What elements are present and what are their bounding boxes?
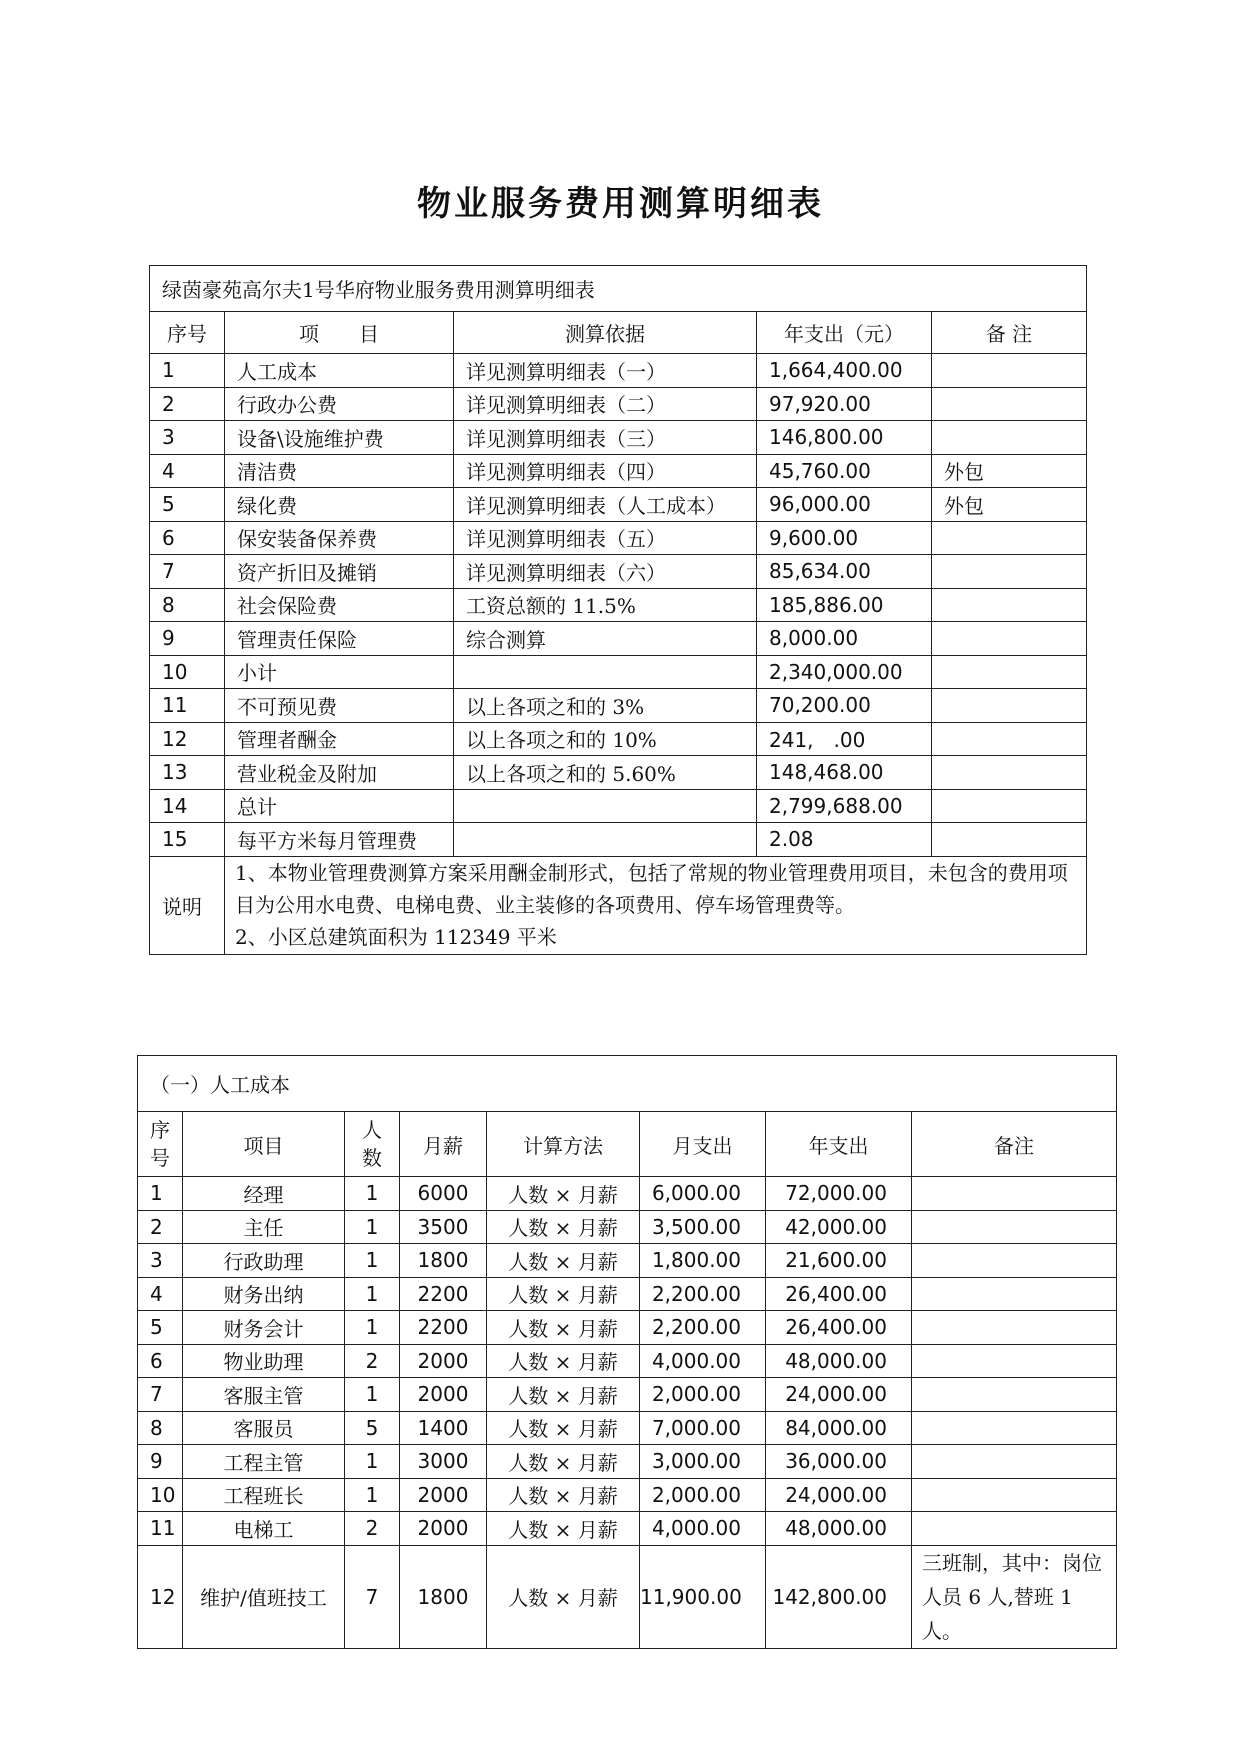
labor-header-monthly: 月支出 (640, 1112, 766, 1177)
annual-amount: 96,000.00 (757, 488, 932, 522)
summary-header-amount: 年支出（元） (757, 312, 932, 354)
row-note (912, 1311, 1117, 1345)
headcount: 1 (345, 1177, 400, 1211)
position-name: 客服员 (183, 1411, 345, 1445)
monthly-salary: 2200 (400, 1277, 487, 1311)
item-name: 营业税金及附加 (225, 756, 454, 790)
annual-cost: 84,000.00 (766, 1411, 912, 1445)
calc-basis: 综合测算 (454, 622, 757, 656)
headcount: 2 (345, 1344, 400, 1378)
annual-cost: 24,000.00 (766, 1478, 912, 1512)
summary-row (150, 622, 1087, 656)
headcount: 1 (345, 1445, 400, 1479)
row-note (932, 689, 1087, 723)
row-number: 6 (138, 1344, 183, 1378)
row-note (912, 1344, 1117, 1378)
row-note (912, 1512, 1117, 1546)
calc-basis: 以上各项之和的 5.60% (454, 756, 757, 790)
calc-method: 人数 × 月薪 (487, 1445, 640, 1479)
calc-basis: 详见测算明细表（人工成本） (454, 488, 757, 522)
annual-amount: 148,468.00 (757, 756, 932, 790)
summary-row (150, 521, 1087, 555)
summary-caption: 绿茵豪苑高尔夫1号华府物业服务费用测算明细表 (150, 266, 1087, 312)
item-name: 总计 (225, 789, 454, 823)
calc-method: 人数 × 月薪 (487, 1512, 640, 1546)
annual-amount: 2,799,688.00 (757, 789, 932, 823)
row-number: 9 (150, 622, 225, 656)
row-note (932, 555, 1087, 589)
calc-basis (454, 789, 757, 823)
item-name: 管理者酬金 (225, 722, 454, 756)
labor-row (138, 1244, 1117, 1278)
row-number: 5 (138, 1311, 183, 1345)
headcount: 1 (345, 1244, 400, 1278)
row-number: 1 (138, 1177, 183, 1211)
annual-amount: 2,340,000.00 (757, 655, 932, 689)
row-number: 2 (150, 387, 225, 421)
position-name: 物业助理 (183, 1344, 345, 1378)
monthly-cost: 2,200.00 (640, 1277, 766, 1311)
row-number: 8 (150, 588, 225, 622)
row-note (912, 1177, 1117, 1211)
summary-row (150, 588, 1087, 622)
labor-row (138, 1277, 1117, 1311)
annual-amount: 8,000.00 (757, 622, 932, 656)
summary-row (150, 689, 1087, 723)
labor-row (138, 1177, 1117, 1211)
monthly-salary: 3000 (400, 1445, 487, 1479)
calc-method: 人数 × 月薪 (487, 1210, 640, 1244)
row-note (912, 1244, 1117, 1278)
monthly-cost: 11,900.00 (640, 1545, 766, 1648)
calc-basis: 详见测算明细表（五） (454, 521, 757, 555)
summary-note-row (150, 856, 1087, 954)
headcount: 2 (345, 1512, 400, 1546)
summary-row (150, 454, 1087, 488)
summary-table (149, 265, 1087, 955)
row-note (912, 1411, 1117, 1445)
row-number: 4 (138, 1277, 183, 1311)
calc-method: 人数 × 月薪 (487, 1378, 640, 1412)
row-number: 14 (150, 789, 225, 823)
row-note (932, 789, 1087, 823)
item-name: 保安装备保养费 (225, 521, 454, 555)
note-text (225, 856, 1087, 954)
labor-row (138, 1512, 1117, 1546)
annual-amount: 9,600.00 (757, 521, 932, 555)
labor-header-method: 计算方法 (487, 1112, 640, 1177)
position-name: 工程班长 (183, 1478, 345, 1512)
calc-basis (454, 655, 757, 689)
row-number: 10 (138, 1478, 183, 1512)
annual-amount: 97,920.00 (757, 387, 932, 421)
calc-basis: 以上各项之和的 10% (454, 722, 757, 756)
labor-header-note: 备注 (912, 1112, 1117, 1177)
annual-cost: 48,000.00 (766, 1344, 912, 1378)
row-number: 11 (150, 689, 225, 723)
position-name: 维护/值班技工 (183, 1545, 345, 1648)
position-name: 财务出纳 (183, 1277, 345, 1311)
monthly-cost: 2,000.00 (640, 1378, 766, 1412)
item-name: 清洁费 (225, 454, 454, 488)
row-number: 11 (138, 1512, 183, 1546)
row-number: 15 (150, 823, 225, 857)
monthly-salary: 1800 (400, 1244, 487, 1278)
monthly-salary: 1800 (400, 1545, 487, 1648)
row-note (932, 655, 1087, 689)
row-number: 12 (150, 722, 225, 756)
monthly-cost: 2,200.00 (640, 1311, 766, 1345)
summary-header-item: 项 目 (225, 312, 454, 354)
monthly-cost: 4,000.00 (640, 1512, 766, 1546)
monthly-cost: 3,500.00 (640, 1210, 766, 1244)
calc-basis: 详见测算明细表（三） (454, 421, 757, 455)
summary-row (150, 655, 1087, 689)
annual-cost: 48,000.00 (766, 1512, 912, 1546)
labor-header-annual: 年支出 (766, 1112, 912, 1177)
row-number: 9 (138, 1445, 183, 1479)
row-note (932, 354, 1087, 388)
row-number: 5 (150, 488, 225, 522)
position-name: 行政助理 (183, 1244, 345, 1278)
annual-amount: 241, .00 (757, 722, 932, 756)
item-name: 不可预见费 (225, 689, 454, 723)
position-name: 财务会计 (183, 1311, 345, 1345)
annual-amount: 2.08 (757, 823, 932, 857)
calc-basis: 以上各项之和的 3% (454, 689, 757, 723)
labor-caption: （一）人工成本 (138, 1056, 1117, 1112)
monthly-salary: 2000 (400, 1512, 487, 1546)
annual-cost: 72,000.00 (766, 1177, 912, 1211)
item-name: 绿化费 (225, 488, 454, 522)
calc-method: 人数 × 月薪 (487, 1277, 640, 1311)
row-number: 1 (150, 354, 225, 388)
page-title: 物业服务费用测算明细表 (417, 184, 824, 224)
labor-header-item: 项目 (183, 1112, 345, 1177)
row-note (912, 1478, 1117, 1512)
item-name: 每平方米每月管理费 (225, 823, 454, 857)
row-note: 外包 (932, 488, 1087, 522)
row-note (932, 756, 1087, 790)
row-note (932, 622, 1087, 656)
monthly-cost: 7,000.00 (640, 1411, 766, 1445)
item-name: 行政办公费 (225, 387, 454, 421)
note-line-2: 2、小区总建筑面积为 112349 平米 (235, 925, 557, 949)
labor-cost-table (137, 1055, 1117, 1649)
labor-header-salary: 月薪 (400, 1112, 487, 1177)
row-number: 10 (150, 655, 225, 689)
monthly-cost: 3,000.00 (640, 1445, 766, 1479)
monthly-cost: 2,000.00 (640, 1478, 766, 1512)
headcount: 7 (345, 1545, 400, 1648)
labor-row (138, 1411, 1117, 1445)
calc-method: 人数 × 月薪 (487, 1177, 640, 1211)
annual-amount: 146,800.00 (757, 421, 932, 455)
annual-cost: 142,800.00 (766, 1545, 912, 1648)
annual-amount: 70,200.00 (757, 689, 932, 723)
item-name: 资产折旧及摊销 (225, 555, 454, 589)
annual-cost: 36,000.00 (766, 1445, 912, 1479)
calc-method: 人数 × 月薪 (487, 1545, 640, 1648)
item-name: 管理责任保险 (225, 622, 454, 656)
monthly-salary: 3500 (400, 1210, 487, 1244)
row-number: 6 (150, 521, 225, 555)
calc-basis: 详见测算明细表（二） (454, 387, 757, 421)
monthly-cost: 6,000.00 (640, 1177, 766, 1211)
annual-amount: 85,634.00 (757, 555, 932, 589)
row-note (912, 1378, 1117, 1412)
note-line-1: 1、本物业管理费测算方案采用酬金制形式，包括了常规的物业管理费用项目，未包含的费用项目为公用水电费、电梯电费、业主装修的各项费用、停车场管理费等。 (235, 861, 1068, 917)
calc-method: 人数 × 月薪 (487, 1311, 640, 1345)
row-note (932, 521, 1087, 555)
labor-row (138, 1478, 1117, 1512)
calc-method: 人数 × 月薪 (487, 1344, 640, 1378)
note-label: 说明 (150, 856, 225, 954)
annual-cost: 21,600.00 (766, 1244, 912, 1278)
headcount: 1 (345, 1277, 400, 1311)
row-note (932, 722, 1087, 756)
summary-header-no: 序号 (150, 312, 225, 354)
row-note: 三班制，其中：岗位人员 6 人,替班 1 人。 (912, 1545, 1117, 1648)
row-note (912, 1445, 1117, 1479)
headcount: 1 (345, 1378, 400, 1412)
row-number: 8 (138, 1411, 183, 1445)
row-number: 3 (138, 1244, 183, 1278)
headcount: 1 (345, 1210, 400, 1244)
calc-method: 人数 × 月薪 (487, 1478, 640, 1512)
calc-method: 人数 × 月薪 (487, 1244, 640, 1278)
headcount: 5 (345, 1411, 400, 1445)
position-name: 经理 (183, 1177, 345, 1211)
labor-row (138, 1344, 1117, 1378)
position-name: 工程主管 (183, 1445, 345, 1479)
row-note (912, 1210, 1117, 1244)
summary-row (150, 823, 1087, 857)
labor-row (138, 1210, 1117, 1244)
annual-amount: 1,664,400.00 (757, 354, 932, 388)
monthly-cost: 1,800.00 (640, 1244, 766, 1278)
row-note: 外包 (932, 454, 1087, 488)
row-number: 4 (150, 454, 225, 488)
row-note (932, 421, 1087, 455)
row-number: 7 (138, 1378, 183, 1412)
labor-row (138, 1378, 1117, 1412)
row-number: 13 (150, 756, 225, 790)
headcount: 1 (345, 1311, 400, 1345)
row-note (932, 387, 1087, 421)
monthly-cost: 4,000.00 (640, 1344, 766, 1378)
item-name: 人工成本 (225, 354, 454, 388)
calc-basis: 工资总额的 11.5% (454, 588, 757, 622)
monthly-salary: 1400 (400, 1411, 487, 1445)
annual-cost: 24,000.00 (766, 1378, 912, 1412)
monthly-salary: 2200 (400, 1311, 487, 1345)
headcount: 1 (345, 1478, 400, 1512)
item-name: 社会保险费 (225, 588, 454, 622)
annual-cost: 26,400.00 (766, 1311, 912, 1345)
row-note (912, 1277, 1117, 1311)
annual-amount: 45,760.00 (757, 454, 932, 488)
annual-cost: 42,000.00 (766, 1210, 912, 1244)
row-number: 12 (138, 1545, 183, 1648)
annual-cost: 26,400.00 (766, 1277, 912, 1311)
position-name: 客服主管 (183, 1378, 345, 1412)
row-number: 3 (150, 421, 225, 455)
summary-row (150, 789, 1087, 823)
calc-method: 人数 × 月薪 (487, 1411, 640, 1445)
item-name: 小计 (225, 655, 454, 689)
labor-row (138, 1445, 1117, 1479)
summary-row (150, 354, 1087, 388)
calc-basis (454, 823, 757, 857)
monthly-salary: 2000 (400, 1344, 487, 1378)
row-number: 7 (150, 555, 225, 589)
position-name: 电梯工 (183, 1512, 345, 1546)
monthly-salary: 6000 (400, 1177, 487, 1211)
summary-row (150, 488, 1087, 522)
labor-row (138, 1545, 1117, 1648)
annual-amount: 185,886.00 (757, 588, 932, 622)
summary-row (150, 722, 1087, 756)
row-note (932, 823, 1087, 857)
monthly-salary: 2000 (400, 1378, 487, 1412)
row-note (932, 588, 1087, 622)
labor-row (138, 1311, 1117, 1345)
calc-basis: 详见测算明细表（六） (454, 555, 757, 589)
summary-header-basis: 测算依据 (454, 312, 757, 354)
summary-row (150, 421, 1087, 455)
labor-header-count: 人 数 (345, 1112, 400, 1177)
summary-header-note: 备 注 (932, 312, 1087, 354)
row-number: 2 (138, 1210, 183, 1244)
calc-basis: 详见测算明细表（四） (454, 454, 757, 488)
monthly-salary: 2000 (400, 1478, 487, 1512)
summary-row (150, 555, 1087, 589)
summary-row (150, 756, 1087, 790)
position-name: 主任 (183, 1210, 345, 1244)
item-name: 设备\设施维护费 (225, 421, 454, 455)
labor-header-no: 序 号 (138, 1112, 183, 1177)
calc-basis: 详见测算明细表（一） (454, 354, 757, 388)
summary-row (150, 387, 1087, 421)
